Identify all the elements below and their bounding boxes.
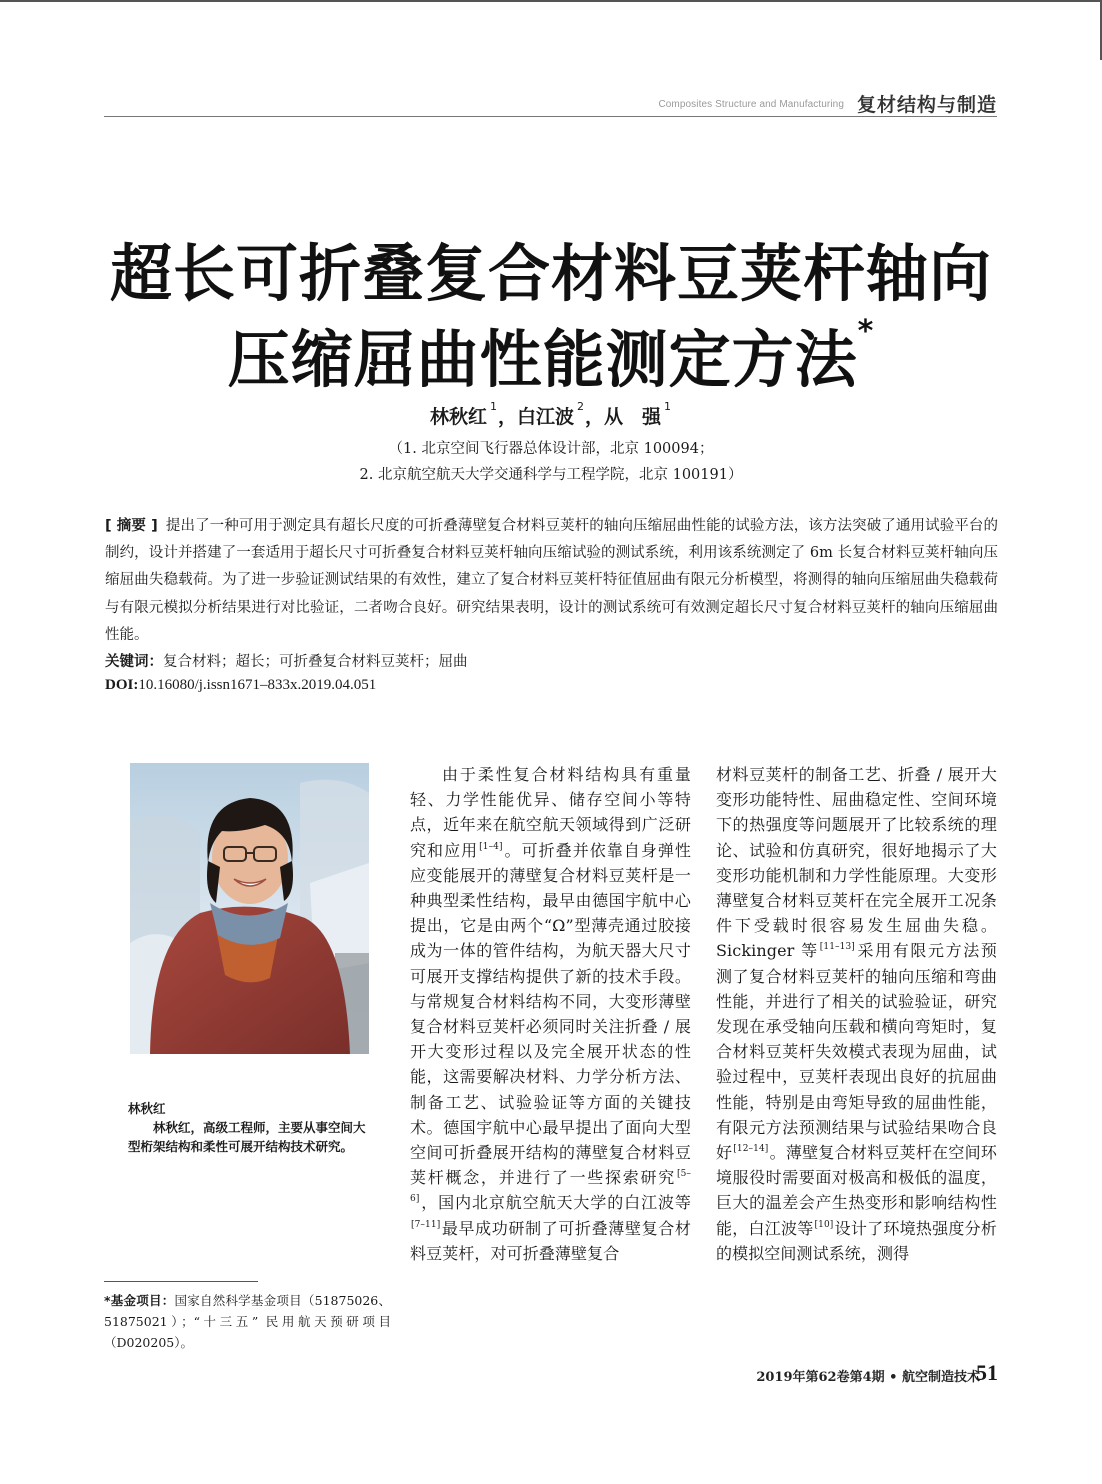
article-title-line-2 (0, 310, 1102, 399)
body-text: 由于柔性复合材料结构具有重量轻、力学性能优异、储存空间小等特点，近年来在航空航天领域得到广泛研究和应用 (410, 765, 691, 860)
citation: [10] (814, 1219, 834, 1230)
citation: [7–11] (411, 1219, 441, 1230)
author-3-affil: 1 (664, 400, 672, 413)
title-text-2: 压缩屈曲性能测定方法 (227, 323, 858, 396)
doi-value: 10.16080/j.issn1671–833x.2019.04.051 (138, 677, 377, 693)
body-text: 最早成功研制了可折叠薄壁复合材料豆荚杆，对可折叠薄壁复合 (410, 1218, 691, 1263)
article-title-line-1 (0, 224, 1102, 313)
author-3: 从 强 (604, 406, 662, 428)
header-rule (104, 116, 997, 117)
body-column-right (716, 762, 997, 1266)
body-text: 采用有限元方法预测了复合材料豆荚杆的轴向压缩和弯曲性能，并进行了相关的试验验证，研究发现在承受轴向压载和横向弯矩时，复合材料豆荚杆失效模式表现为屈曲，试验过程中，豆荚杆表现出良好的抗屈曲性能，特别是由弯矩导致的屈曲性能，有限元方法预测结果与试验结果吻合良好 (716, 941, 997, 1163)
abstract-label: [ 摘要 ] (105, 518, 158, 534)
author-2: 白江波 (516, 406, 574, 428)
author-1-affil: 1 (489, 400, 497, 413)
citation: [5–6] (410, 1169, 691, 1205)
author-bio: 林秋红，高级工程师，主要从事空间大型桁架结构和柔性可展开结构技术研究。 (128, 1120, 366, 1154)
keywords-label: 关键词： (105, 654, 163, 670)
journal-section-cn: 复材结构与制造 (856, 94, 997, 116)
author-1: 林秋红 (429, 406, 487, 428)
author-line (0, 402, 1102, 429)
citation: [11–13] (819, 942, 855, 953)
author-photo (130, 763, 369, 1054)
journal-name-en: Composites Structure and Manufacturing (658, 99, 844, 110)
body-text: 。薄壁复合材料豆荚杆在空间环境服役时需要面对极高和极低的温度，巨大的温差会产生热变形和影响结构性能，白江波等 (716, 1143, 997, 1238)
body-text: 材料豆荚杆的制备工艺、折叠 / 展开大变形功能特性、屈曲稳定性、空间环境下的热强度等问题展开了比较系统的理论、试验和仿真研究，很好地揭示了大变形功能机制和力学性能原理。大变形薄壁复合材料豆荚杆在完全展开工况条件下受载时很容易发生屈曲失稳。Sickinger 等 (716, 765, 997, 961)
body-text: 。可折叠并依靠自身弹性应变能展开的薄壁复合材料豆荚杆是一种典型柔性结构，最早由德国宇航中心提出，它是由两个“Ω”型薄壳通过胶接成为一体的管件结构，为航天器大尺寸可展开支撑结构提供了新的技术手段。与常规复合材料结构不同，大变形薄壁复合材料豆荚杆必须同时关注折叠 / 展开大变形过程以及完全展开状态的性能，这需要解决材料、力学分析方法、制备工艺、试验验证等方面的关键技术。德国宇航中心最早提出了面向大型空间可折叠展开结构的薄壁复合材料豆荚杆概念，并进行了一些探索研究 (410, 840, 691, 1188)
footer-journal-issue: 2019年第62卷第4期 • 航空制造技术 (756, 1370, 980, 1385)
author-sep-1: ， (497, 406, 517, 428)
doi (105, 677, 376, 694)
citation: [1–4] (479, 841, 503, 852)
funding-note (104, 1290, 391, 1353)
page-number: 51 (976, 1360, 998, 1385)
title-footnote-mark: * (857, 314, 875, 349)
body-text: 设计了环境热强度分析的模拟空间测试系统，测得 (716, 1218, 997, 1263)
photo-caption-name: 林秋红 (128, 1101, 166, 1116)
author-sep-2: ， (585, 406, 605, 428)
abstract-text: 提出了一种可用于测定具有超长尺度的可折叠薄壁复合材料豆荚杆的轴向压缩屈曲性能的试验方法，该方法突破了通用试验平台的制约，设计并搭建了一套适用于超长尺寸可折叠复合材料豆荚杆轴向压缩试验的测试系统，利用该系统测定了 6m 长复合材料豆荚杆轴向压缩屈曲失稳载荷。为了进一步验证测试结果的有效性，建立了复合材料豆荚杆特征值屈曲有限元分析模型，将测得的轴向压缩屈曲失稳载荷与有限元模拟分析结果进行对比验证，二者吻合良好。研究结果表明，设计的测试系统可有效测定超长尺寸复合材料豆荚杆的轴向压缩屈曲性能。 (105, 518, 998, 643)
author-2-affil: 2 (577, 400, 584, 413)
body-column-middle (410, 762, 691, 1266)
citation: [12–14] (733, 1144, 769, 1155)
footnote-rule (104, 1281, 258, 1282)
page-top-border (0, 0, 1102, 2)
affiliation-2: 2. 北京航空航天大学交通科学与工程学院，北京 100191） (359, 467, 743, 483)
abstract (105, 513, 998, 649)
funding-text: 国家自然科学基金项目（51875026、51875021）；“十三五” 民用航天预研项目（D020205）。 (104, 1293, 391, 1350)
funding-label: *基金项目： (104, 1293, 175, 1308)
keywords (105, 650, 468, 671)
keywords-text: 复合材料；超长；可折叠复合材料豆荚杆；屈曲 (163, 654, 468, 670)
affiliation-1: （1. 北京空间飞行器总体设计部，北京 100094； (388, 441, 714, 457)
body-text: ，国内北京航空航天大学的白江波等 (420, 1193, 691, 1213)
doi-label: DOI: (105, 677, 139, 693)
title-text-1: 超长可折叠复合材料豆荚杆轴向 (109, 237, 992, 310)
